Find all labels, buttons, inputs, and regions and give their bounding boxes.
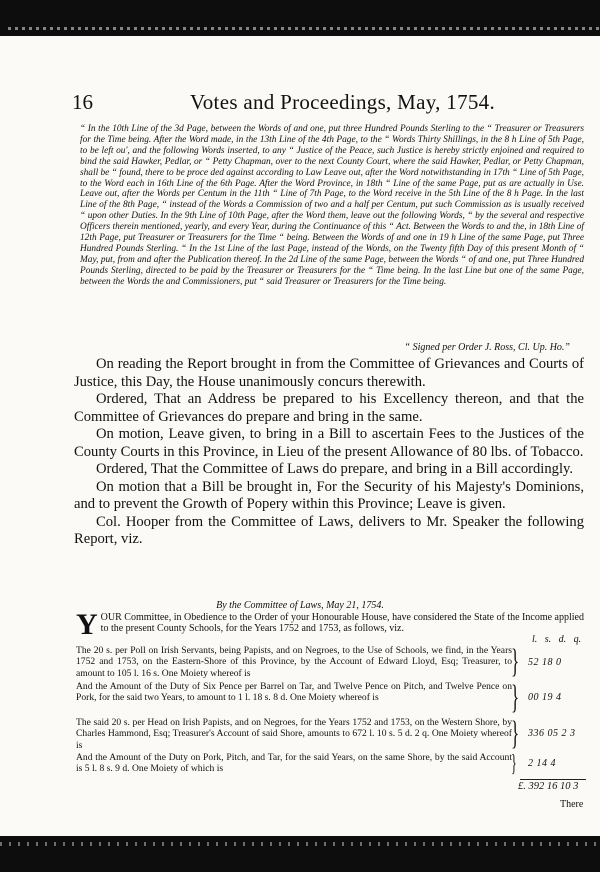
account-entry: And the Amount of the Duty of Six Pence per Barrel on Tar, and Twelve Pence on Pitch, and Twelve Pence on Pork, for the said two Years, to amount to 1 l. 18 s. 8 d. One Moiety whereof is	[76, 681, 512, 704]
quoted-amendments: “ In the 10th Line of the 3d Page, between the Words of and one, put three Hundred Pounds Sterling to the “ Treasurer or Treasurers for the Time being. After the Word made, in the 13th Line of the 4th Page, to the “ Words Thirty Shillings, in the 8 h Line of 5th Page, to be left ou', and the following Words inserted, to any “ Justice of the Peace, such Justice is hereby strictly enjoined and required to bind the said Hawker, Pedlar, or “ Petty Chapman, over to the next County Court, where the said Hawker, Pedlar, or Petty Chapman, shall be “ found, there to be proce ded against according to Law Leave out, after the Word notwithstanding in 17th “ Line of 5th Page, to the Word each in 16th Line of the 6th Page. After the Word Province, in 18th “ Line of the same Page, put as are actually in Use. Leave out, after the Words per Centum in the 11th “ Line of 7th Page, to the Word receive in the 5th Line of the 8 h Page. In the last Line of the 8th Page, “ instead of the Words a Commission of two and a half per Centum, put such Commission as is usually received “ upon other Duties. In the 9th Line of 10th Page, after the Word them, leave out the following Words, “ by the several and respective Officers therein mentioned, yearly, and every Year, during the Continuance of this “ Act. Between the Words to and the, in 18th Line of 12th Page, put Treasurer or Treasurers for the Time “ being. Between the Words of and one in 19 h Line of the same Page, put Three Hundred Pounds Sterling. “ In the 1st Line of the last Page, instead of the Words, on the Twenty fifth Day of this present Month of “ May, put, from and after the Publication thereof. In the 2d Line of the same Page, between the Words “ of and one, put Three Hundred Pounds Sterling, directed to be paid by the Treasurer or Treasurers for the “ Time being. In the last Line but one of the same Page, between the Words the and Commissioners, put “ said Treasurer or Treasurers for the Time being.	[80, 124, 584, 287]
drop-cap: Y	[76, 608, 98, 641]
account-entry: The 20 s. per Poll on Irish Servants, being Papists, and on Negroes, to the Use of Schools, we find, in the Years 1752 and 1753, on the Eastern-Shore of this Province, by the Account of Edward Lloyd, Esq; Treasurer, to amount to 105 l. 16 s. One Moiety whereof is	[76, 645, 512, 679]
paragraph: Ordered, That an Address be prepared to his Excellency thereon, and that the Committee of Grievances do prepare and bring in the same.	[74, 391, 584, 425]
paragraph: On motion, Leave given, to bring in a Bill to ascertain Fees to the Justices of the County Courts in this Province, in Lieu of the present Allowance of 80 lbs. of Tobacco.	[74, 426, 584, 460]
catchword: There	[560, 799, 584, 810]
report-intro-text: OUR Committee, in Obedience to the Order of your Honourable House, have considered the State of the Income applied to the present County Schools, for the Years 1752 and 1753, as follows, viz.	[100, 612, 584, 635]
signature-line: “ Signed per Order J. Ross, Cl. Up. Ho.”	[404, 342, 570, 353]
entry-amount: 52 18 0	[528, 657, 562, 668]
account-entry: The said 20 s. per Head on Irish Papists, and on Negroes, for the Years 1752 and 1753, on the Western Shore, by Charles Hammond, Esq; Treasurer's Account of said Shore, amounts to 672 l. 10 s. 5 d. 2 q. One Moiety whereof is	[76, 717, 512, 751]
scan-top-edge	[0, 0, 600, 36]
page-header	[72, 90, 580, 120]
running-title: Votes and Proceedings, May, 1754.	[190, 90, 496, 114]
brace-icon: }	[511, 715, 520, 752]
report-heading: By the Committee of Laws, May 21, 1754.	[216, 600, 384, 611]
brace-icon: }	[511, 751, 517, 777]
entry-amount: 00 19 4	[528, 692, 562, 703]
page-number: 16	[72, 90, 93, 114]
brace-icon: }	[511, 679, 520, 716]
sum-rule	[520, 779, 586, 780]
paragraph: Ordered, That the Committee of Laws do prepare, and bring in a Bill accordingly.	[96, 461, 573, 477]
entry-amount: 2 14 4	[528, 758, 556, 769]
brace-icon: }	[511, 643, 520, 680]
paragraph: On reading the Report brought in from the Committee of Grievances and Courts of Justice, this Day, the House unanimously concurs therewith.	[74, 356, 584, 390]
currency-header: l. s. d. q.	[532, 634, 582, 645]
report-total: £. 392 16 10 3	[518, 781, 579, 792]
entry-amount: 336 05 2 3	[528, 728, 576, 739]
paragraph: Col. Hooper from the Committee of Laws, delivers to Mr. Speaker the following Report, viz.	[74, 513, 584, 547]
account-entry: And the Amount of the Duty on Pork, Pitch, and Tar, for the said Years, on the same Shore, by the said Account is 5 l. 8 s. 9 d. One Moiety of which is	[76, 752, 512, 775]
paragraph: On motion that a Bill be brought in, For the Security of his Majesty's Dominions, and to prevent the Growth of Popery within this Province; Leave is given.	[74, 478, 584, 512]
proceedings-body	[74, 356, 584, 549]
scan-bottom-edge	[0, 836, 600, 872]
